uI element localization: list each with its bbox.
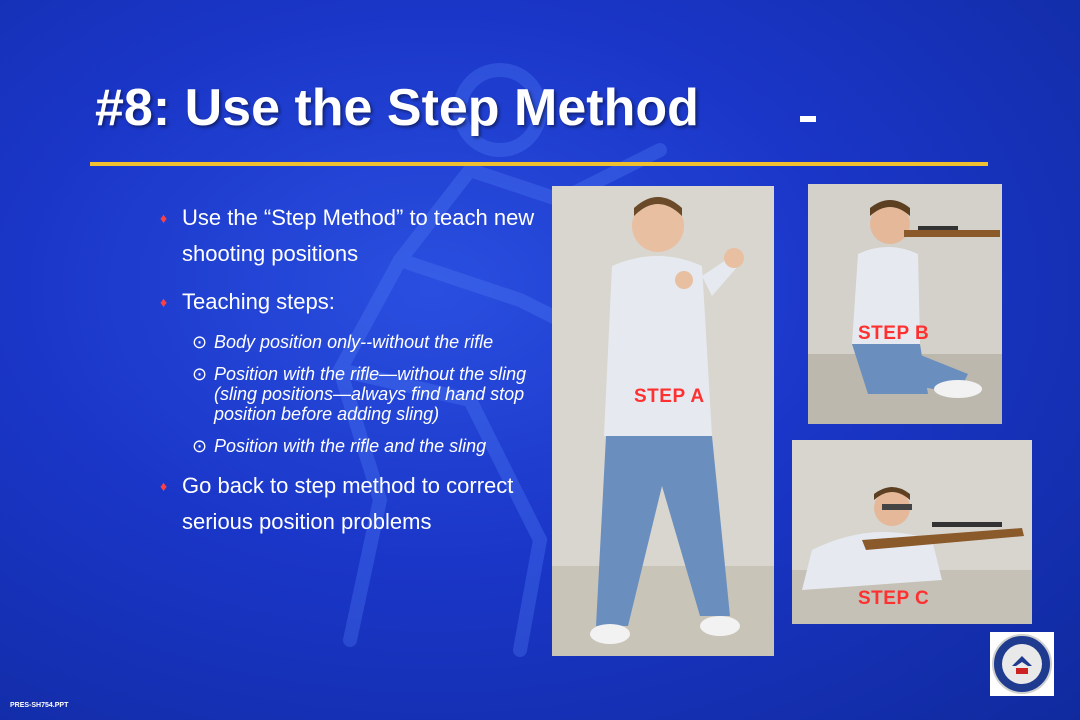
title-dash bbox=[800, 116, 816, 122]
photo-step-b bbox=[808, 184, 1002, 424]
circle-dot-bullet-icon: ⊙ bbox=[192, 332, 208, 352]
sub-bullet-text: Body position only--without the rifle bbox=[214, 332, 494, 352]
bullet-item bbox=[160, 468, 540, 540]
sub-bullet-item bbox=[160, 436, 540, 456]
bullet-list bbox=[160, 200, 540, 552]
sub-bullet-item bbox=[160, 364, 540, 424]
sub-bullet-text: Position with the rifle—without the sling (sling positions—always find hand stop position before adding sling) bbox=[214, 364, 527, 424]
bullet-text: Go back to step method to correct serious position problems bbox=[182, 473, 514, 534]
bullet-text: Teaching steps: bbox=[182, 289, 335, 314]
diamond-bullet-icon: ♦ bbox=[160, 478, 168, 494]
title-underline bbox=[90, 162, 988, 166]
step-c-label: STEP C bbox=[858, 588, 930, 609]
circle-dot-bullet-icon: ⊙ bbox=[192, 436, 208, 456]
sub-bullet-list bbox=[160, 332, 540, 456]
step-b-label: STEP B bbox=[858, 323, 930, 344]
step-a-label: STEP A bbox=[634, 386, 705, 407]
circle-dot-bullet-icon: ⊙ bbox=[192, 364, 208, 384]
bullet-text: Use the “Step Method” to teach new shooting positions bbox=[182, 205, 535, 266]
footer-file-label: PRES-SH754.PPT bbox=[10, 702, 69, 709]
photo-step-a bbox=[552, 186, 774, 656]
slide-title: #8: Use the Step Method bbox=[95, 79, 699, 137]
bullet-item bbox=[160, 284, 540, 320]
sub-bullet-item bbox=[160, 332, 540, 352]
diamond-bullet-icon: ♦ bbox=[160, 210, 168, 226]
diamond-bullet-icon: ♦ bbox=[160, 294, 168, 310]
cmp-program-seal-icon bbox=[990, 632, 1054, 696]
sub-bullet-text: Position with the rifle and the sling bbox=[214, 436, 487, 456]
bullet-item bbox=[160, 200, 540, 272]
